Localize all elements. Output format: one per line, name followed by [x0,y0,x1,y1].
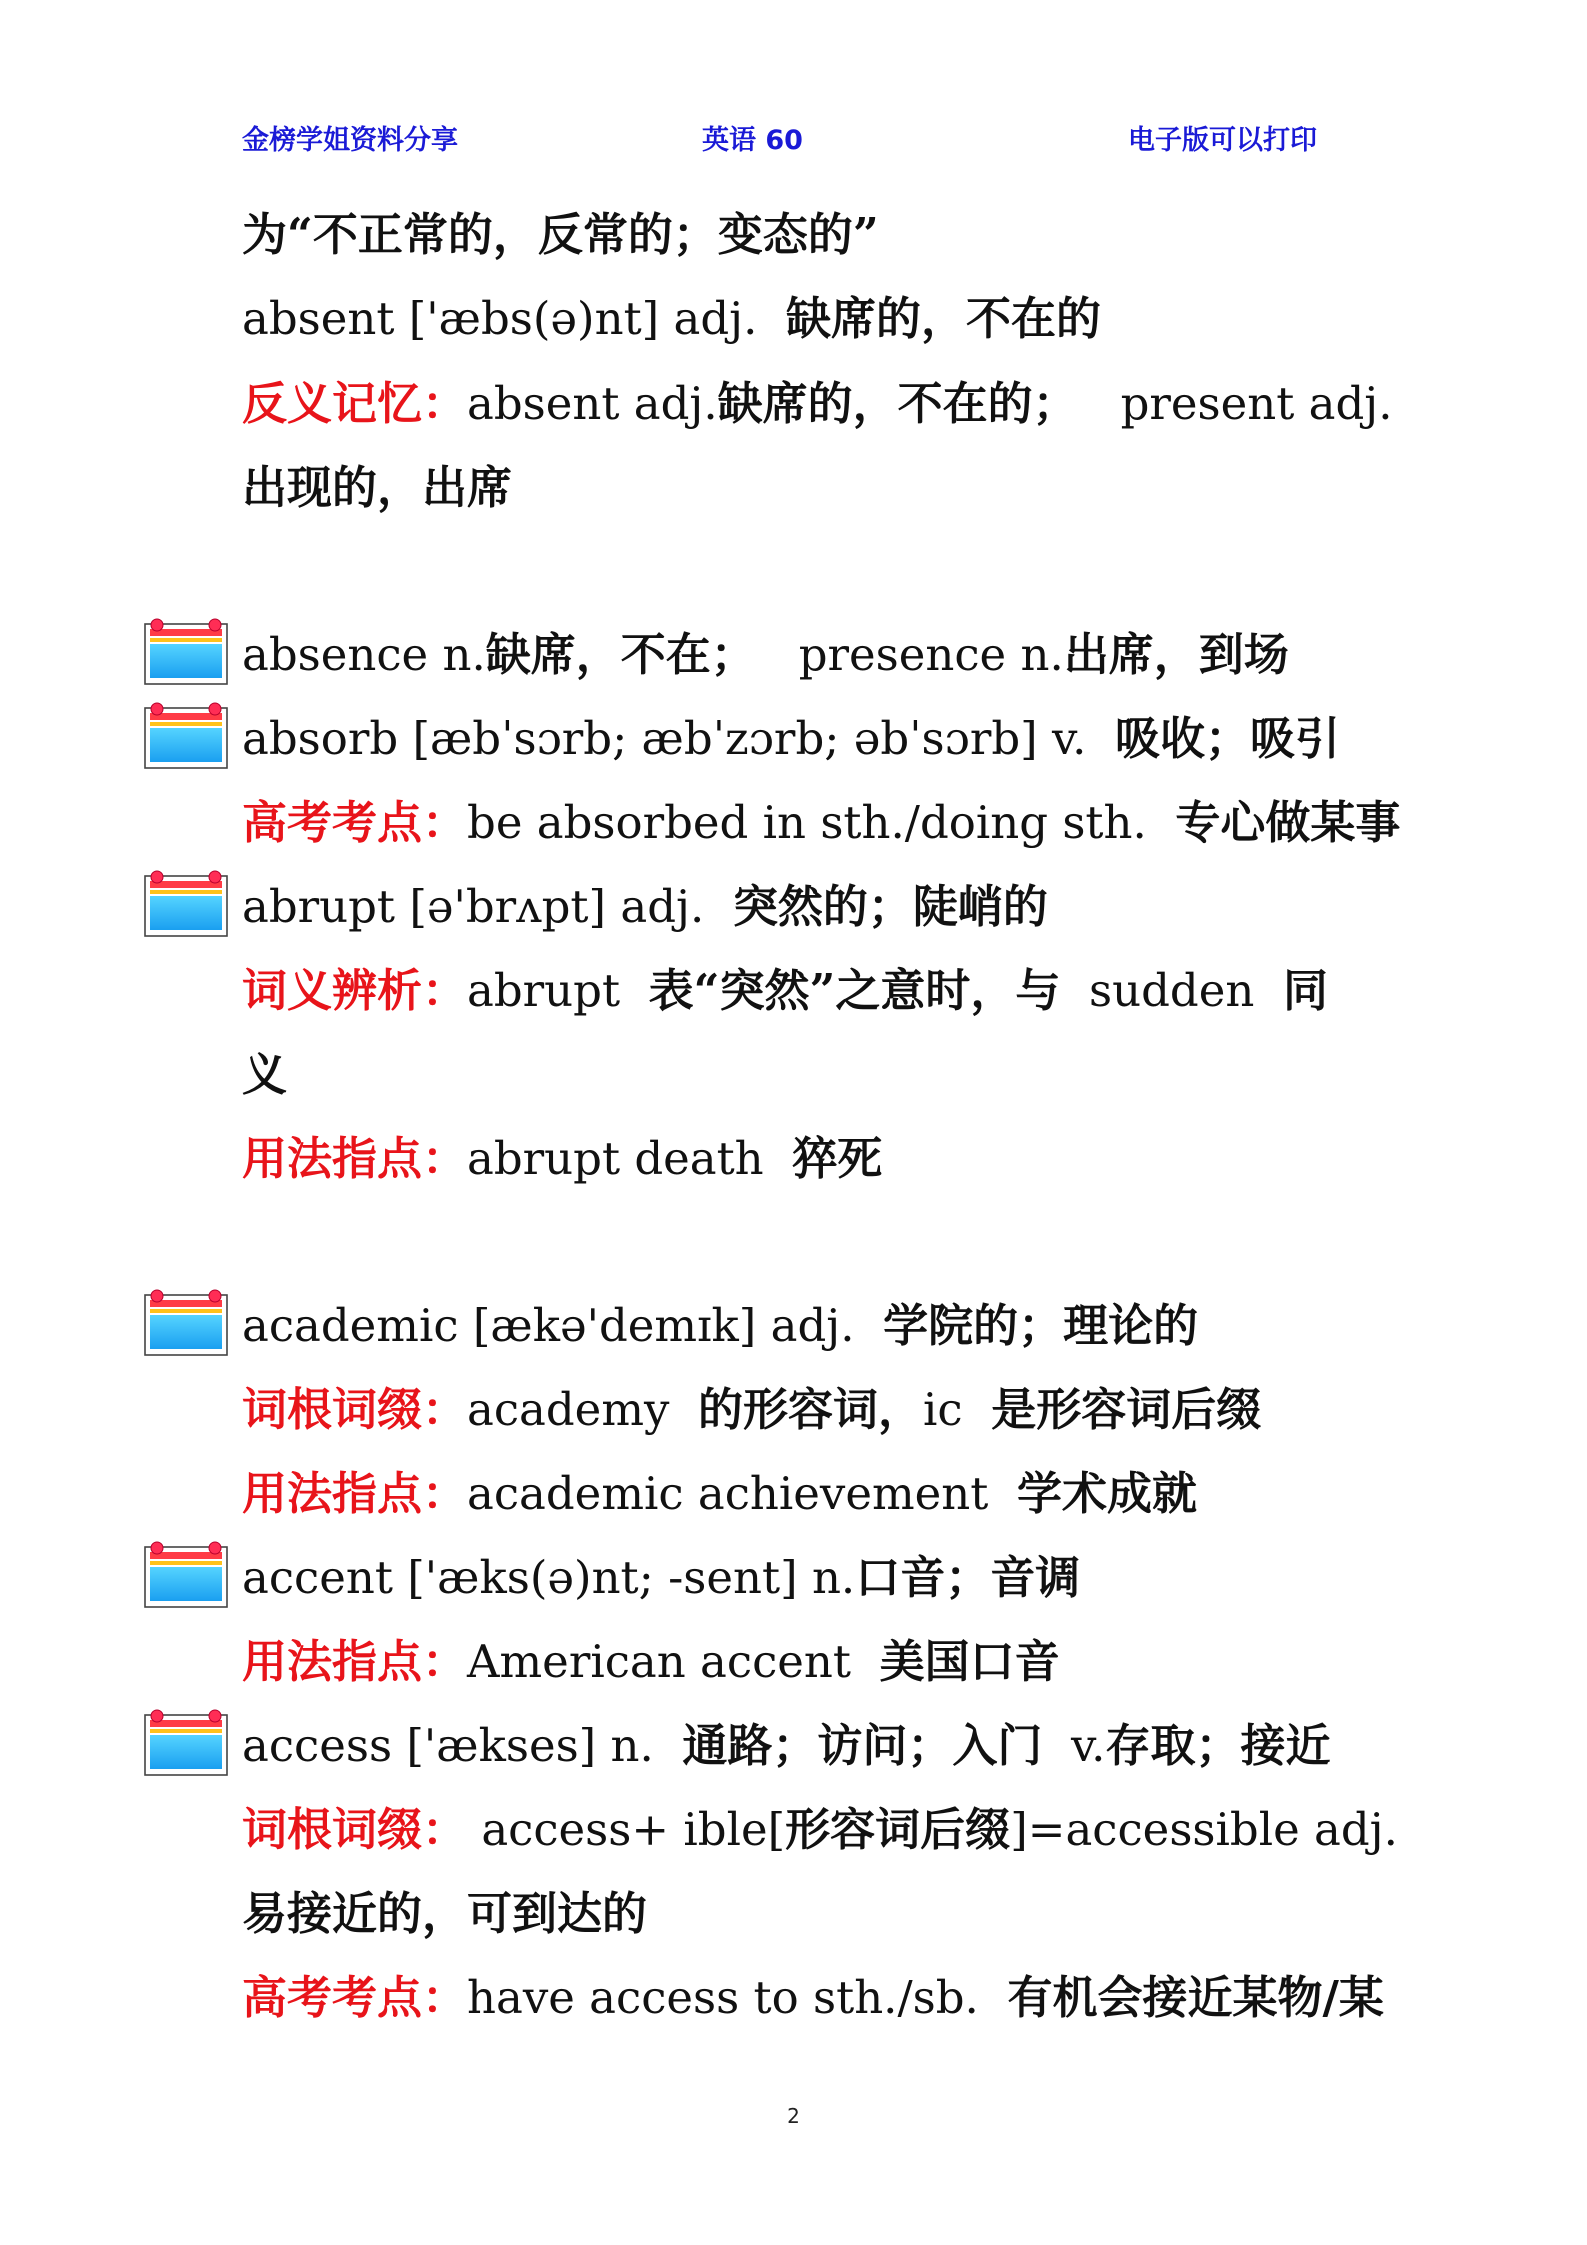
chinese-text: 学术成就 [1016,1467,1197,1520]
english-text: academic achievement [467,1467,1017,1520]
vocab-note [242,292,1102,345]
calendar-icon [143,1709,229,1777]
header-print-note: 电子版可以打印 [1128,125,1317,156]
chinese-text: 出现的，出席 [242,461,513,514]
header-title: 英语 60 [702,125,803,156]
chinese-text: 猝死 [792,1132,883,1185]
vocab-note [242,1048,288,1101]
chinese-text: 的形容词， [698,1383,924,1436]
english-text: sudden [1060,964,1283,1017]
chinese-text: 形容词后缀 [785,1803,1011,1856]
english-text: abrupt death [467,1132,793,1185]
vocab-note [242,796,1401,849]
chinese-text: 口音；音调 [855,1551,1081,1604]
chinese-text: 义 [242,1048,288,1101]
english-text: present adj. [1077,377,1393,430]
note-label: 用法指点： [242,1635,468,1688]
note-label: 词义辨析： [242,964,468,1017]
calendar-icon [143,702,229,770]
chinese-text: 美国口音 [879,1635,1060,1688]
english-text: abrupt [467,964,649,1017]
chinese-text: 表“突然”之意时，与 [648,964,1061,1017]
english-text: academic [ækə'demɪk] adj. [242,1299,884,1352]
calendar-icon [143,1541,229,1609]
vocab-entry [242,628,1289,681]
chinese-text: 有机会接近某物/某 [1007,1971,1384,2024]
vocab-note [242,208,879,261]
chinese-text: 缺席，不在； [485,628,756,681]
vocab-note [242,1971,1384,2024]
english-text: absorb [æbˈsɔrb; æbˈzɔrb; əbˈsɔrb] v. [242,712,1115,765]
vocab-note [242,377,1393,430]
chinese-text: 专心做某事 [1175,796,1401,849]
english-text: absence n. [242,628,486,681]
english-text: academy [467,1383,699,1436]
calendar-icon [143,618,229,686]
chinese-text: 通路；访问；入门 [682,1719,1043,1772]
english-text: ]=accessible adj. [1010,1803,1398,1856]
english-text: ic [923,1383,992,1436]
vocab-note [242,1803,1398,1856]
note-label: 词根词缀： [242,1803,468,1856]
vocab-entry [242,712,1341,765]
note-label: 反义记忆： [242,377,468,430]
english-text: be absorbed in sth./doing sth. [467,796,1176,849]
vocab-note [242,1887,648,1940]
note-label: 词根词缀： [242,1383,468,1436]
vocab-note [242,1635,1060,1688]
english-text: absent adj. [467,377,718,430]
english-text: access ['ækses] n. [242,1719,683,1772]
note-label: 用法指点： [242,1132,468,1185]
chinese-text: 吸收；吸引 [1115,712,1341,765]
english-text: have access to sth./sb. [467,1971,1008,2024]
vocab-note [242,1467,1197,1520]
english-text: abrupt [ə'brʌpt] adj. [242,880,733,933]
note-label: 高考考点： [242,1971,468,2024]
calendar-icon [143,1289,229,1357]
chinese-text: 易接近的，可到达的 [242,1887,648,1940]
note-label: 高考考点： [242,796,468,849]
english-text: v. [1042,1719,1106,1772]
chinese-text: 突然的；陡峭的 [732,880,1048,933]
english-text: access+ ible[ [467,1803,786,1856]
english-text: absent ['æbs(ə)nt] adj. [242,292,787,345]
chinese-text: 存取；接近 [1105,1719,1331,1772]
vocab-entry [242,1299,1199,1352]
header-source: 金榜学姐资料分享 [242,125,458,156]
vocab-note [242,1383,1262,1436]
chinese-text: 同 [1282,964,1328,1017]
page-header [0,118,1587,158]
chinese-text: 是形容词后缀 [991,1383,1262,1436]
vocab-note [242,964,1328,1017]
english-text: American accent [467,1635,880,1688]
note-label: 用法指点： [242,1467,468,1520]
chinese-text: 缺席的，不在的 [786,292,1102,345]
vocab-note [242,461,513,514]
page-number: 2 [787,2104,800,2128]
vocab-entry [242,1719,1331,1772]
chinese-text: 出席，到场 [1063,628,1289,681]
chinese-text: 学院的；理论的 [883,1299,1199,1352]
calendar-icon [143,870,229,938]
chinese-text: 为“不正常的，反常的；变态的” [242,208,879,261]
english-text: accent ['æks(ə)nt; -sent] n. [242,1551,856,1604]
vocab-note [242,1132,883,1185]
chinese-text: 缺席的，不在的； [717,377,1078,430]
vocab-entry [242,880,1048,933]
vocab-entry [242,1551,1081,1604]
english-text: presence n. [755,628,1064,681]
